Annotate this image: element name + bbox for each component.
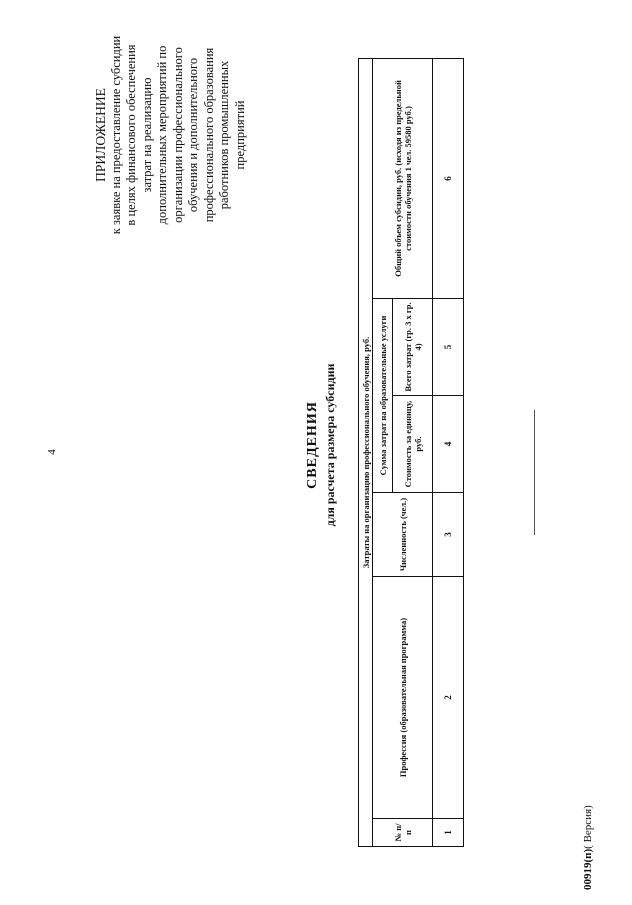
document-code-number: 00919(п) (582, 848, 594, 890)
appendix-line: к заявке на предоставление субсидии (108, 35, 123, 235)
appendix-block (93, 10, 248, 260)
divider-line (534, 410, 535, 535)
appendix-line: в целях финансового обеспечения (124, 44, 138, 226)
appendix-line: затрат на реализацию (139, 77, 154, 193)
subsidy-table (358, 58, 464, 847)
appendix-line: предприятий (232, 100, 247, 170)
column-number: 4 (433, 396, 464, 493)
appendix-line: организации профессионального (170, 47, 185, 223)
document-version: ( Версия) (582, 805, 594, 849)
document-code (582, 805, 594, 890)
page-number: 4 (46, 449, 58, 455)
table-group-header: Затраты на организацию профессионального обучения, руб. (359, 58, 373, 846)
appendix-line: обучения и дополнительного (186, 57, 200, 213)
col-header-cost-group: Сумма затрат на образовательные услуги (373, 299, 393, 493)
col-header-profession: Профессия (образовательная программа) (373, 577, 433, 819)
heading-subtitle: для расчета размера субсидии (323, 363, 337, 527)
col-header-unit-cost: Стоимость за единицу, руб. (393, 396, 433, 493)
heading-title: СВЕДЕНИЯ (305, 401, 320, 489)
column-number: 3 (433, 493, 464, 577)
appendix-title: ПРИЛОЖЕНИЕ (93, 88, 108, 182)
col-header-number: № п/п (373, 819, 433, 847)
appendix-line: работников промышленных (217, 60, 231, 210)
column-number: 5 (433, 299, 464, 396)
column-number: 6 (433, 58, 464, 298)
col-header-headcount: Численность (чел.) (373, 493, 433, 577)
appendix-line: профессионального образования (201, 47, 216, 223)
column-number: 1 (433, 819, 464, 847)
col-header-subsidy: Общий объем субсидии, руб. (исходя из предельной стоимости обучения 1 чел. 59580 руб.) (373, 58, 433, 298)
document-heading (305, 285, 338, 605)
column-number: 2 (433, 577, 464, 819)
col-header-total-cost: Всего затрат (гр. 3 х гр. 4) (393, 299, 433, 396)
appendix-line: дополнительных мероприятий по (155, 45, 169, 225)
